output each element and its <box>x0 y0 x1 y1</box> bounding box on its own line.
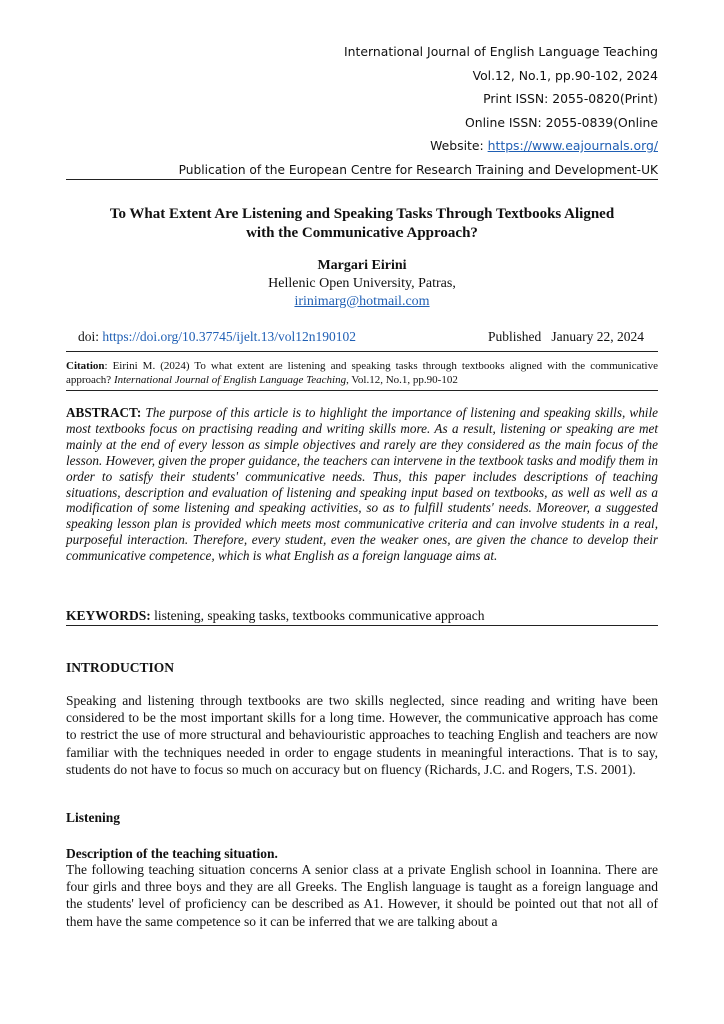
introduction-paragraph: Speaking and listening through textbooks are two skills neglected, since reading and writing have been considered to be the most important skills for a long time. However, the communicative approach has come to restrict the use of more structural and behaviouristic approaches to teaching English and teachers are now familiar with the techniques needed in order to engage students in meaningful interactions. That is to say, students do not have to focus so much on accuracy but on fluency (Richards, J.C. and Rogers, T.S. 2001). <box>66 693 658 777</box>
listening-heading: Listening <box>66 810 121 825</box>
author-email-link[interactable]: irinimarg@hotmail.com <box>294 294 430 309</box>
author-affiliation: Hellenic Open University, Patras, <box>268 276 456 291</box>
print-issn: Print ISSN: 2055-0820(Print) <box>483 91 658 106</box>
citation-text-a: : Eirini M. (2024) To what extent are listening and speaking tasks through textbooks aligned with the communicative approach? <box>66 360 658 386</box>
online-issn: Online ISSN: 2055-0839(Online <box>464 114 658 130</box>
citation-text-b: , Vol.12, No.1, pp.90-102 <box>346 373 458 386</box>
doi-link[interactable]: https://doi.org/10.37745/ijelt.13/vol12n190102 <box>102 329 357 344</box>
keywords-label: KEYWORDS: <box>66 608 151 623</box>
journal-header <box>344 40 658 158</box>
author-block <box>66 257 658 311</box>
divider <box>66 390 658 391</box>
website-label: Website: <box>430 138 488 153</box>
citation-journal: International Journal of English Language Teaching <box>113 373 347 386</box>
teaching-situation-paragraph: The following teaching situation concerns A senior class at a private English school in Ioannina. There are four girls and three boys and they are all Greeks. The English language is taught as a foreign language and the students' level of proficiency can be described as A1. However, it should be pointed out that not all of them have the same competence so it can be inferred that we are talking about a <box>66 862 658 929</box>
abstract-text: The purpose of this article is to highlight the importance of listening and speaking skills, while most textbooks focus on practising reading and writing skills more. As a result, listening or speaking are met mainly at the end of every lesson as simple objectives and rarely are they considered as the main focus of the lesson. However, given the proper guidance, the teachers can intervene in the textbook tasks and modify them in order to satisfy their students' communicative needs. Thus, this paper includes descriptions of teaching situations, description and evaluation of listening and speaking input based on textbooks, as well as well as a modification of some listening and speaking activities, so as to fulfill students' needs. Moreover, a suggested speaking lesson plan is provided which meets most communicative criteria and can involve students in a real, purposeful interaction. Therefore, every student, even the weaker ones, are given the chance to develop their communicative competence, which is what English as a foreign language aims at. <box>66 405 658 564</box>
citation-label: Citation <box>66 360 105 372</box>
abstract-label: ABSTRACT: <box>66 405 142 420</box>
website-line <box>344 134 658 158</box>
doi <box>78 328 356 346</box>
publisher-line: Publication of the European Centre for Research Training and Development-UK <box>66 162 658 180</box>
published-date: Published January 22, 2024 <box>488 329 644 344</box>
divider <box>66 351 658 352</box>
abstract <box>66 405 658 564</box>
author-name: Margari Eirini <box>317 258 407 273</box>
keywords <box>66 607 658 626</box>
citation <box>66 360 658 387</box>
teaching-situation-heading: Description of the teaching situation. <box>66 846 278 861</box>
title-line-2: with the Communicative Approach? <box>246 225 478 241</box>
website-link[interactable]: https://www.eajournals.org/ <box>487 138 658 153</box>
article-title <box>66 205 658 243</box>
keywords-text: listening, speaking tasks, textbooks communicative approach <box>150 608 485 623</box>
journal-name: International Journal of English Language Teaching <box>344 44 658 59</box>
doi-label: doi: <box>78 329 103 344</box>
journal-volume: Vol.12, No.1, pp.90-102, 2024 <box>472 67 658 83</box>
introduction-heading: INTRODUCTION <box>66 660 175 675</box>
title-line-1: To What Extent Are Listening and Speaking Tasks Through Textbooks Aligned <box>109 206 615 222</box>
